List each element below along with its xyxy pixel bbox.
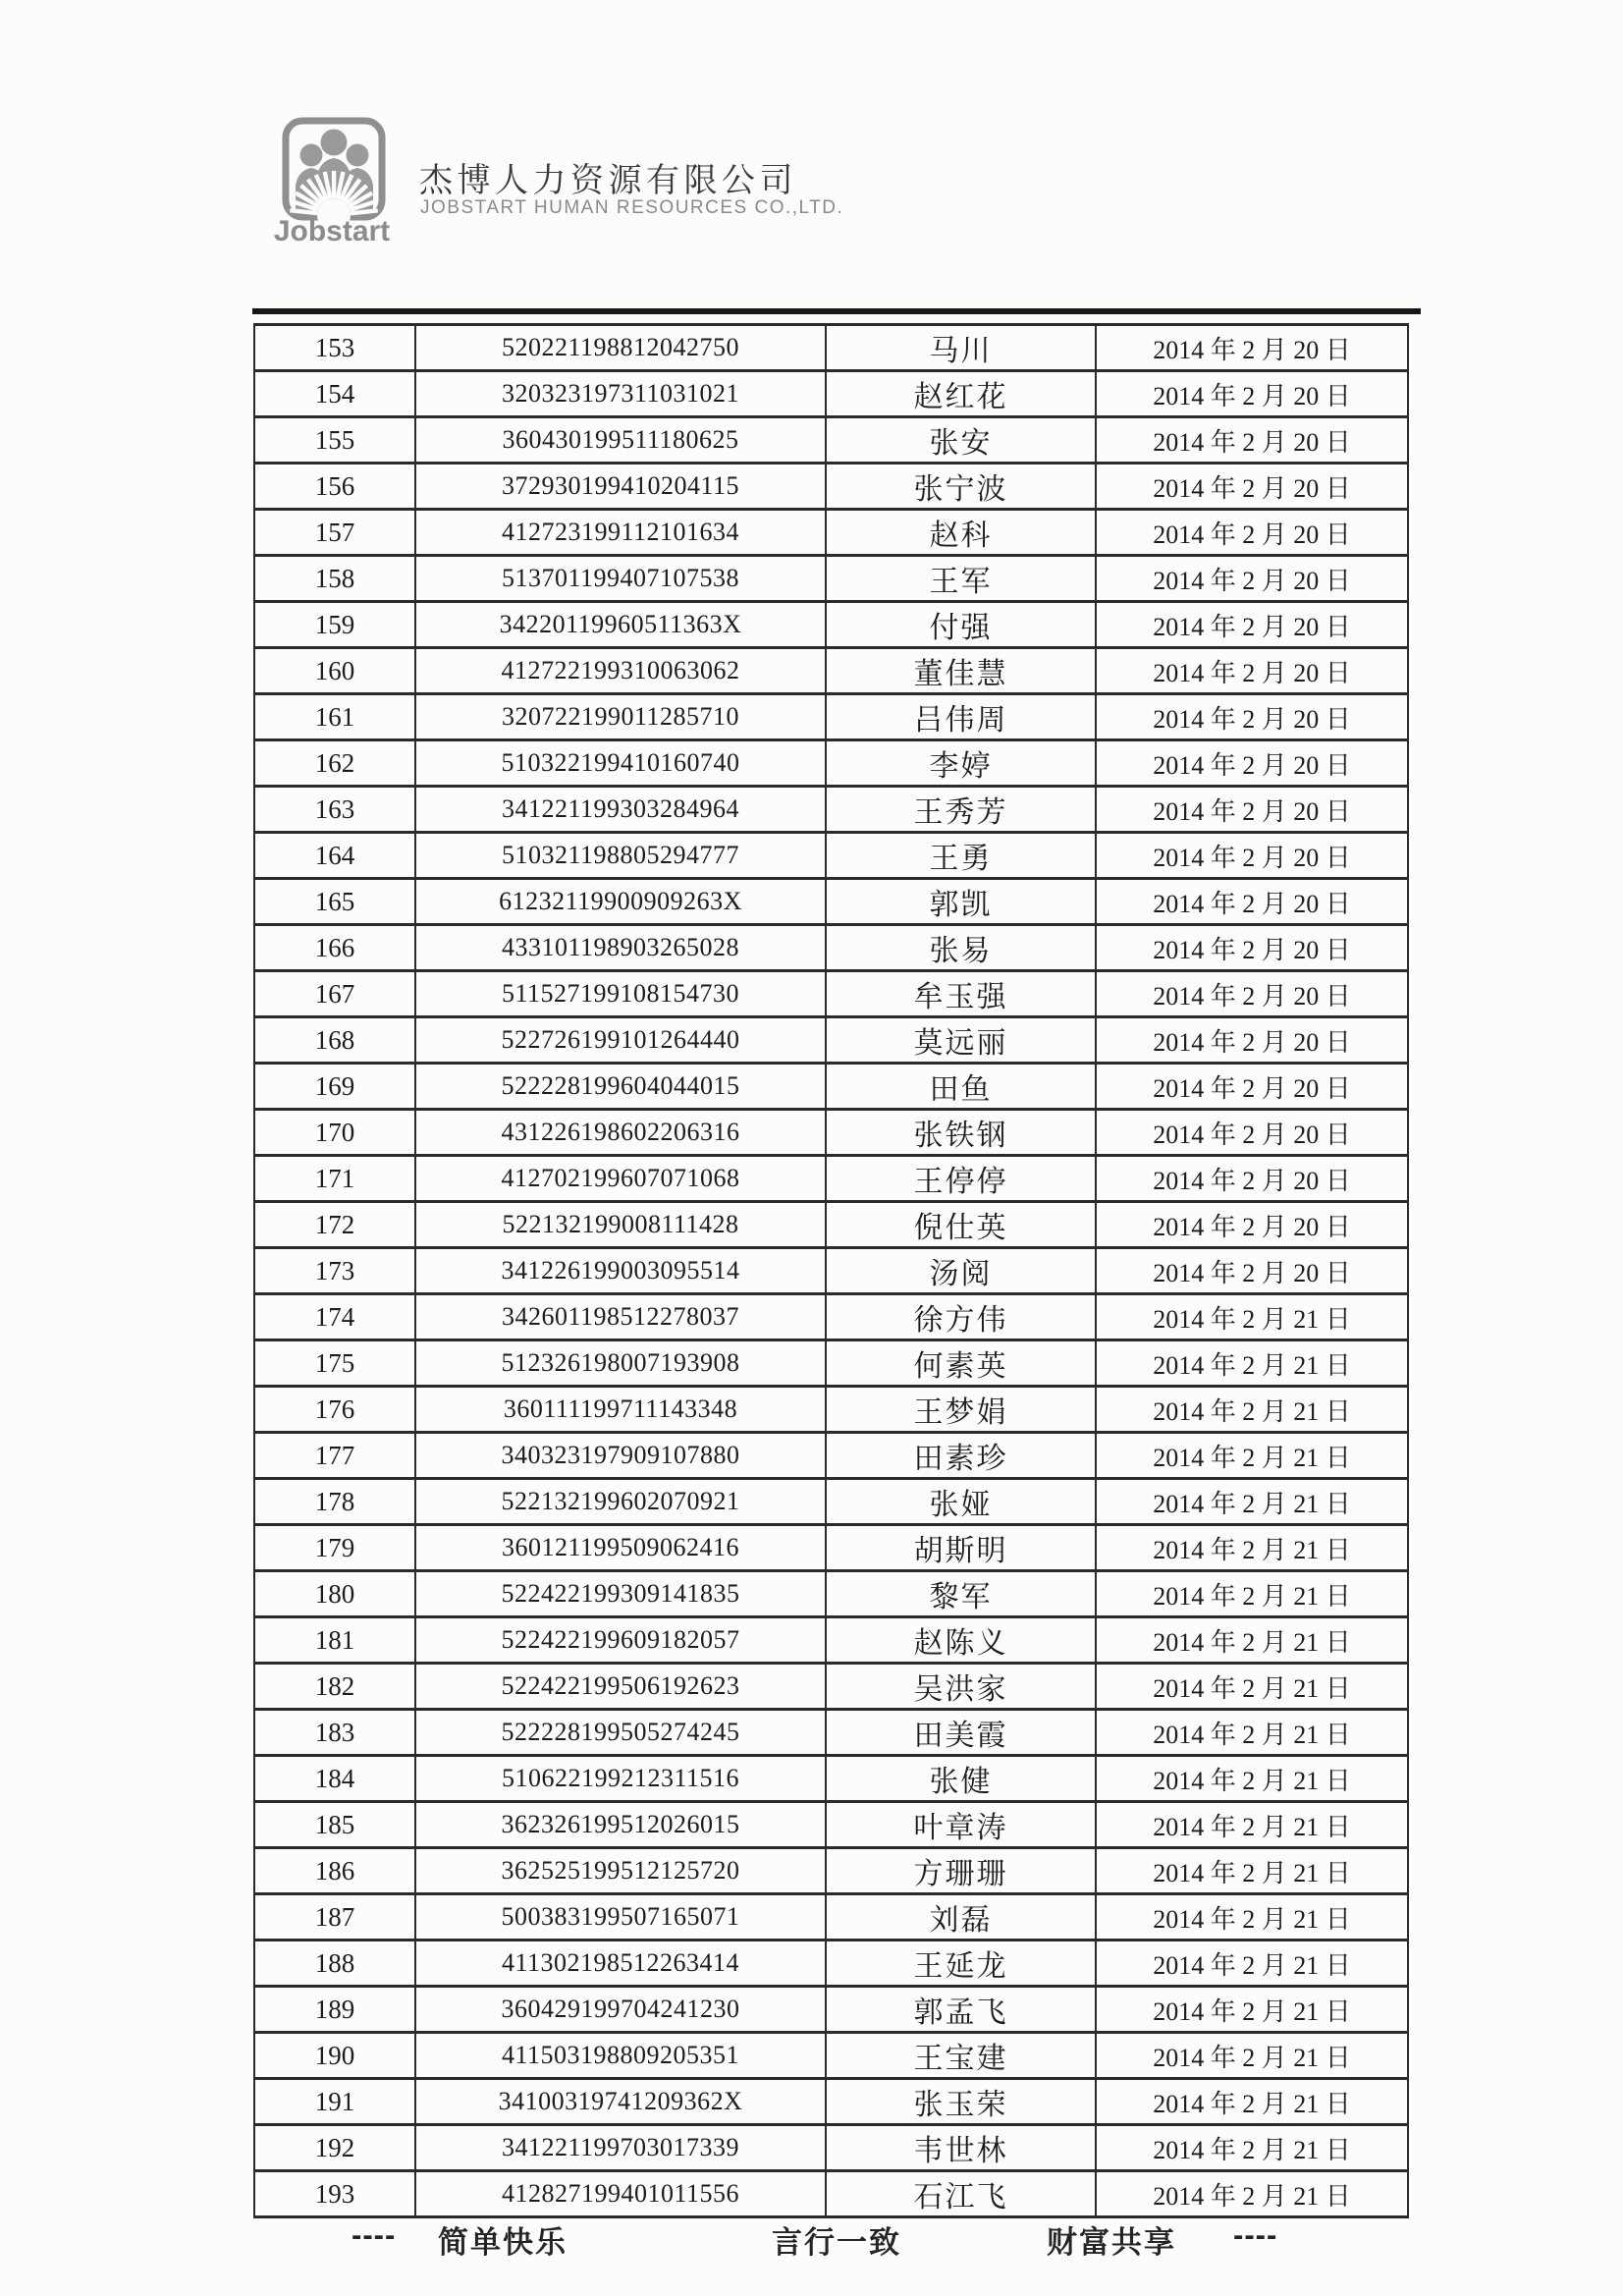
- cell-person-name: 何素英: [826, 1340, 1096, 1387]
- cell-date: 2014 年 2 月 21 日: [1096, 2079, 1408, 2125]
- table-row: [254, 1848, 1408, 1894]
- cell-date: 2014 年 2 月 20 日: [1096, 602, 1408, 648]
- cell-row-number: 185: [254, 1802, 415, 1848]
- cell-row-number: 177: [254, 1433, 415, 1479]
- cell-date: 2014 年 2 月 21 日: [1096, 1756, 1408, 1802]
- cell-date: 2014 年 2 月 20 日: [1096, 740, 1408, 787]
- cell-date: 2014 年 2 月 21 日: [1096, 1802, 1408, 1848]
- cell-id-number: 341221199303284964: [415, 787, 826, 833]
- cell-person-name: 韦世林: [826, 2125, 1096, 2171]
- table-row: [254, 1894, 1408, 1941]
- cell-person-name: 吕伟周: [826, 694, 1096, 740]
- cell-date: 2014 年 2 月 20 日: [1096, 833, 1408, 879]
- cell-row-number: 159: [254, 602, 415, 648]
- cell-date: 2014 年 2 月 20 日: [1096, 325, 1408, 371]
- table-row: [254, 1156, 1408, 1202]
- cell-id-number: 320722199011285710: [415, 694, 826, 740]
- cell-row-number: 158: [254, 556, 415, 602]
- cell-row-number: 178: [254, 1479, 415, 1525]
- table-row: [254, 1387, 1408, 1433]
- cell-id-number: 341226199003095514: [415, 1248, 826, 1294]
- cell-id-number: 412702199607071068: [415, 1156, 826, 1202]
- cell-id-number: 320323197311031021: [415, 371, 826, 417]
- cell-person-name: 叶章涛: [826, 1802, 1096, 1848]
- cell-person-name: 王梦娟: [826, 1387, 1096, 1433]
- cell-id-number: 362525199512125720: [415, 1848, 826, 1894]
- cell-row-number: 164: [254, 833, 415, 879]
- cell-id-number: 522228199604044015: [415, 1064, 826, 1110]
- table-row: [254, 2125, 1408, 2171]
- cell-date: 2014 年 2 月 21 日: [1096, 1617, 1408, 1664]
- company-name-cn: 杰博人力资源有限公司: [419, 163, 797, 199]
- cell-id-number: 34220119960511363X: [415, 602, 826, 648]
- cell-row-number: 156: [254, 464, 415, 510]
- table-row: [254, 1479, 1408, 1525]
- cell-row-number: 183: [254, 1710, 415, 1756]
- table-row: [254, 1017, 1408, 1064]
- table-row: [254, 325, 1408, 371]
- cell-person-name: 李婷: [826, 740, 1096, 787]
- cell-date: 2014 年 2 月 20 日: [1096, 694, 1408, 740]
- cell-id-number: 512326198007193908: [415, 1340, 826, 1387]
- cell-date: 2014 年 2 月 21 日: [1096, 1340, 1408, 1387]
- cell-date: 2014 年 2 月 20 日: [1096, 1202, 1408, 1248]
- cell-id-number: 412722199310063062: [415, 648, 826, 694]
- cell-person-name: 张易: [826, 925, 1096, 971]
- cell-date: 2014 年 2 月 21 日: [1096, 1479, 1408, 1525]
- cell-person-name: 张健: [826, 1756, 1096, 1802]
- cell-person-name: 黎军: [826, 1571, 1096, 1617]
- cell-person-name: 张安: [826, 417, 1096, 464]
- cell-person-name: 张娅: [826, 1479, 1096, 1525]
- cell-row-number: 167: [254, 971, 415, 1017]
- cell-person-name: 付强: [826, 602, 1096, 648]
- logo-brand-text: Jobstart: [273, 215, 391, 247]
- cell-person-name: 方珊珊: [826, 1848, 1096, 1894]
- table-row: [254, 2079, 1408, 2125]
- cell-row-number: 174: [254, 1294, 415, 1340]
- table-row: [254, 1294, 1408, 1340]
- table-row: [254, 925, 1408, 971]
- footer-slogan-3: 财富共享: [1047, 2225, 1176, 2260]
- table-row: [254, 1710, 1408, 1756]
- cell-id-number: 522132199008111428: [415, 1202, 826, 1248]
- cell-date: 2014 年 2 月 20 日: [1096, 971, 1408, 1017]
- cell-row-number: 175: [254, 1340, 415, 1387]
- cell-row-number: 172: [254, 1202, 415, 1248]
- footer-slogan-1: 简单快乐: [438, 2225, 568, 2260]
- cell-row-number: 191: [254, 2079, 415, 2125]
- cell-date: 2014 年 2 月 20 日: [1096, 510, 1408, 556]
- cell-person-name: 王勇: [826, 833, 1096, 879]
- cell-person-name: 莫远丽: [826, 1017, 1096, 1064]
- table-row: [254, 787, 1408, 833]
- cell-date: 2014 年 2 月 20 日: [1096, 1017, 1408, 1064]
- cell-date: 2014 年 2 月 20 日: [1096, 371, 1408, 417]
- cell-row-number: 179: [254, 1525, 415, 1571]
- table-row: [254, 1433, 1408, 1479]
- cell-row-number: 189: [254, 1987, 415, 2033]
- footer-left-dashes: ----: [352, 2217, 397, 2252]
- cell-id-number: 412827199401011556: [415, 2171, 826, 2217]
- cell-date: 2014 年 2 月 20 日: [1096, 1248, 1408, 1294]
- cell-row-number: 165: [254, 879, 415, 925]
- cell-person-name: 石江飞: [826, 2171, 1096, 2217]
- cell-row-number: 154: [254, 371, 415, 417]
- table-row: [254, 1617, 1408, 1664]
- cell-date: 2014 年 2 月 20 日: [1096, 787, 1408, 833]
- cell-person-name: 王宝建: [826, 2033, 1096, 2079]
- cell-person-name: 田美霞: [826, 1710, 1096, 1756]
- cell-row-number: 192: [254, 2125, 415, 2171]
- table-row: [254, 2171, 1408, 2217]
- cell-date: 2014 年 2 月 21 日: [1096, 2125, 1408, 2171]
- cell-date: 2014 年 2 月 20 日: [1096, 1156, 1408, 1202]
- table-body: [254, 325, 1408, 2217]
- cell-person-name: 汤阅: [826, 1248, 1096, 1294]
- cell-row-number: 170: [254, 1110, 415, 1156]
- cell-row-number: 186: [254, 1848, 415, 1894]
- cell-id-number: 431226198602206316: [415, 1110, 826, 1156]
- roster-table: [253, 323, 1409, 2218]
- cell-row-number: 166: [254, 925, 415, 971]
- table-row: [254, 833, 1408, 879]
- cell-row-number: 162: [254, 740, 415, 787]
- cell-person-name: 赵陈义: [826, 1617, 1096, 1664]
- cell-date: 2014 年 2 月 20 日: [1096, 464, 1408, 510]
- cell-person-name: 刘磊: [826, 1894, 1096, 1941]
- cell-date: 2014 年 2 月 20 日: [1096, 556, 1408, 602]
- cell-id-number: 362326199512026015: [415, 1802, 826, 1848]
- cell-id-number: 34100319741209362X: [415, 2079, 826, 2125]
- cell-id-number: 500383199507165071: [415, 1894, 826, 1941]
- cell-date: 2014 年 2 月 21 日: [1096, 2171, 1408, 2217]
- cell-person-name: 王秀芳: [826, 787, 1096, 833]
- cell-date: 2014 年 2 月 21 日: [1096, 1848, 1408, 1894]
- cell-row-number: 168: [254, 1017, 415, 1064]
- table-row: [254, 602, 1408, 648]
- table-row: [254, 1756, 1408, 1802]
- table-row: [254, 1941, 1408, 1987]
- cell-id-number: 510322199410160740: [415, 740, 826, 787]
- cell-person-name: 田鱼: [826, 1064, 1096, 1110]
- cell-id-number: 411503198809205351: [415, 2033, 826, 2079]
- cell-id-number: 360111199711143348: [415, 1387, 826, 1433]
- cell-id-number: 360121199509062416: [415, 1525, 826, 1571]
- cell-id-number: 433101198903265028: [415, 925, 826, 971]
- cell-row-number: 184: [254, 1756, 415, 1802]
- cell-id-number: 412723199112101634: [415, 510, 826, 556]
- cell-row-number: 169: [254, 1064, 415, 1110]
- cell-id-number: 342601198512278037: [415, 1294, 826, 1340]
- cell-date: 2014 年 2 月 21 日: [1096, 2033, 1408, 2079]
- table-row: [254, 648, 1408, 694]
- cell-row-number: 182: [254, 1664, 415, 1710]
- cell-row-number: 171: [254, 1156, 415, 1202]
- table-row: [254, 1571, 1408, 1617]
- table-row: [254, 2033, 1408, 2079]
- table-top-rule: [252, 308, 1421, 314]
- cell-person-name: 郭凯: [826, 879, 1096, 925]
- footer-right-dashes: ----: [1233, 2217, 1278, 2252]
- cell-row-number: 190: [254, 2033, 415, 2079]
- cell-row-number: 161: [254, 694, 415, 740]
- cell-row-number: 193: [254, 2171, 415, 2217]
- table-row: [254, 1110, 1408, 1156]
- cell-person-name: 赵科: [826, 510, 1096, 556]
- table-row: [254, 694, 1408, 740]
- cell-person-name: 倪仕英: [826, 1202, 1096, 1248]
- cell-row-number: 163: [254, 787, 415, 833]
- cell-row-number: 187: [254, 1894, 415, 1941]
- cell-person-name: 赵红花: [826, 371, 1096, 417]
- table-row: [254, 1987, 1408, 2033]
- cell-person-name: 田素珍: [826, 1433, 1096, 1479]
- cell-id-number: 522422199309141835: [415, 1571, 826, 1617]
- cell-date: 2014 年 2 月 21 日: [1096, 1387, 1408, 1433]
- cell-person-name: 胡斯明: [826, 1525, 1096, 1571]
- cell-row-number: 176: [254, 1387, 415, 1433]
- cell-person-name: 董佳慧: [826, 648, 1096, 694]
- cell-id-number: 411302198512263414: [415, 1941, 826, 1987]
- table-row: [254, 1525, 1408, 1571]
- jobstart-logo-icon: [278, 116, 390, 224]
- cell-row-number: 153: [254, 325, 415, 371]
- cell-date: 2014 年 2 月 21 日: [1096, 1433, 1408, 1479]
- cell-date: 2014 年 2 月 21 日: [1096, 1987, 1408, 2033]
- table-row: [254, 371, 1408, 417]
- cell-id-number: 510622199212311516: [415, 1756, 826, 1802]
- cell-id-number: 522132199602070921: [415, 1479, 826, 1525]
- table-row: [254, 1664, 1408, 1710]
- cell-person-name: 吴洪家: [826, 1664, 1096, 1710]
- cell-person-name: 张宁波: [826, 464, 1096, 510]
- cell-id-number: 360429199704241230: [415, 1987, 826, 2033]
- cell-date: 2014 年 2 月 21 日: [1096, 1664, 1408, 1710]
- cell-person-name: 王停停: [826, 1156, 1096, 1202]
- cell-id-number: 510321198805294777: [415, 833, 826, 879]
- cell-row-number: 173: [254, 1248, 415, 1294]
- cell-id-number: 340323197909107880: [415, 1433, 826, 1479]
- table-row: [254, 417, 1408, 464]
- cell-date: 2014 年 2 月 21 日: [1096, 1294, 1408, 1340]
- cell-person-name: 牟玉强: [826, 971, 1096, 1017]
- cell-date: 2014 年 2 月 21 日: [1096, 1710, 1408, 1756]
- cell-id-number: 522228199505274245: [415, 1710, 826, 1756]
- cell-person-name: 张铁钢: [826, 1110, 1096, 1156]
- cell-id-number: 522726199101264440: [415, 1017, 826, 1064]
- cell-date: 2014 年 2 月 20 日: [1096, 879, 1408, 925]
- cell-person-name: 王军: [826, 556, 1096, 602]
- cell-person-name: 徐方伟: [826, 1294, 1096, 1340]
- footer-slogan-2: 言行一致: [772, 2225, 901, 2260]
- cell-person-name: 张玉荣: [826, 2079, 1096, 2125]
- table-row: [254, 879, 1408, 925]
- cell-person-name: 郭孟飞: [826, 1987, 1096, 2033]
- table-row: [254, 510, 1408, 556]
- cell-id-number: 513701199407107538: [415, 556, 826, 602]
- cell-row-number: 160: [254, 648, 415, 694]
- cell-date: 2014 年 2 月 21 日: [1096, 1571, 1408, 1617]
- cell-id-number: 61232119900909263X: [415, 879, 826, 925]
- cell-id-number: 372930199410204115: [415, 464, 826, 510]
- cell-id-number: 522422199609182057: [415, 1617, 826, 1664]
- table-row: [254, 1202, 1408, 1248]
- cell-row-number: 188: [254, 1941, 415, 1987]
- cell-id-number: 360430199511180625: [415, 417, 826, 464]
- cell-id-number: 522422199506192623: [415, 1664, 826, 1710]
- cell-row-number: 155: [254, 417, 415, 464]
- table-row: [254, 1340, 1408, 1387]
- table-row: [254, 971, 1408, 1017]
- cell-id-number: 341221199703017339: [415, 2125, 826, 2171]
- cell-row-number: 180: [254, 1571, 415, 1617]
- cell-date: 2014 年 2 月 20 日: [1096, 1110, 1408, 1156]
- cell-id-number: 511527199108154730: [415, 971, 826, 1017]
- cell-date: 2014 年 2 月 21 日: [1096, 1894, 1408, 1941]
- cell-person-name: 王延龙: [826, 1941, 1096, 1987]
- cell-date: 2014 年 2 月 20 日: [1096, 648, 1408, 694]
- table-row: [254, 1064, 1408, 1110]
- table-row: [254, 1802, 1408, 1848]
- table-row: [254, 556, 1408, 602]
- table-row: [254, 740, 1408, 787]
- cell-row-number: 181: [254, 1617, 415, 1664]
- table-row: [254, 1248, 1408, 1294]
- cell-person-name: 马川: [826, 325, 1096, 371]
- cell-id-number: 520221198812042750: [415, 325, 826, 371]
- cell-date: 2014 年 2 月 20 日: [1096, 925, 1408, 971]
- cell-row-number: 157: [254, 510, 415, 556]
- cell-date: 2014 年 2 月 20 日: [1096, 417, 1408, 464]
- company-name-en: JOBSTART HUMAN RESOURCES CO.,LTD.: [420, 197, 844, 218]
- cell-date: 2014 年 2 月 20 日: [1096, 1064, 1408, 1110]
- cell-date: 2014 年 2 月 21 日: [1096, 1941, 1408, 1987]
- cell-date: 2014 年 2 月 21 日: [1096, 1525, 1408, 1571]
- table-row: [254, 464, 1408, 510]
